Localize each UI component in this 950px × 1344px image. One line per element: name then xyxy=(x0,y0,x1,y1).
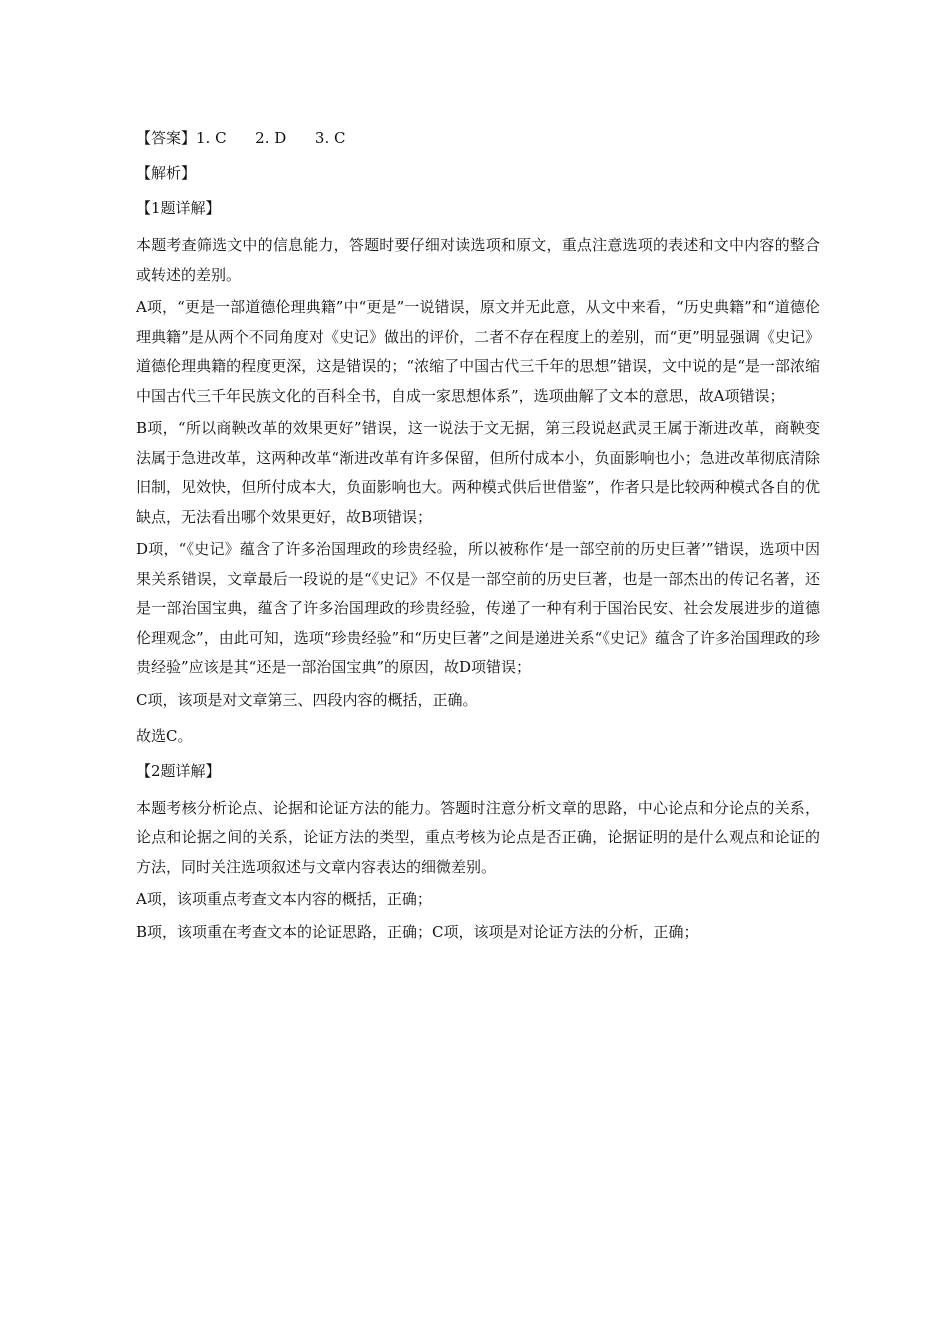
section-heading-2: 【2题详解】 xyxy=(136,761,221,780)
section-1-option-b-paragraph: B项，“所以商鞅改革的效果更好”错误，这一说法于文无据，第三段说赵武灵王属于渐进改革，商鞅变法属于急进改革，这两种改革“渐进改革有许多保留，但所付成本小，负面影响也小；急进改革彻底清除旧制，见效快，但所付成本大，负面影响也大。两种模式供后世借鉴”，作者只是比较两种模式各自的优缺点，无法看出哪个效果更好，故B项错误； xyxy=(136,419,820,526)
section-2-option-a-paragraph: A项，该项重点考查文本内容的概括，正确； xyxy=(136,890,432,908)
section-1-intro-paragraph: 本题考查筛选文中的信息能力，答题时要仔细对读选项和原文，重点注意选项的表述和文中内容的整合或转述的差别。 xyxy=(136,236,820,284)
answer-line xyxy=(136,126,820,150)
section-1-option-d-paragraph: D项，“《史记》蕴含了许多治国理政的珍贵经验，所以被称作‘是一部空前的历史巨著’”错误，选项中因果关系错误，文章最后一段说的是“《史记》不仅是一部空前的历史巨著，也是一部杰出的传记名著，还是一部治国宝典，蕴含了许多治国理政的珍贵经验，传递了一种有利于国治民安、社会发展进步的道德伦理观念”，由此可知，选项“珍贵经验”和“历史巨著”之间是递进关系“《史记》蕴含了许多治国理政的珍贵经验”应该是其“还是一部治国宝典”的原因，故D项错误； xyxy=(136,540,820,676)
section-2-option-b-c-paragraph: B项，该项重在考查文本的论证思路，正确；C项，该项是对论证方法的分析，正确； xyxy=(136,922,699,941)
section-heading-1: 【1题详解】 xyxy=(136,199,221,217)
answer-label: 【答案】 xyxy=(136,129,197,147)
section-1-option-c-paragraph: C项，该项是对文章第三、四段内容的概括，正确。 xyxy=(136,690,478,709)
analysis-label: 【解析】 xyxy=(136,164,197,182)
section-1-option-a-paragraph: A项，“更是一部道德伦理典籍”中“更是”一说错误，原文并无此意，从文中来看，“历史典籍”和“道德伦理典籍”是从两个不同角度对《史记》做出的评价，二者不存在程度上的差别，而“更”明显强调《史记》道德伦理典籍的程度更深，这是错误的；“浓缩了中国古代三千年的思想”错误，文中说的是“是一部浓缩中国古代三千年民族文化的百科全书，自成一家思想体系”，选项曲解了文本的意思，故A项错误； xyxy=(136,298,820,405)
section-1-conclusion: 故选C。 xyxy=(136,727,193,745)
answer-items: 1. C 2. D 3. C xyxy=(196,129,346,147)
section-2-intro-paragraph: 本题考核分析论点、论据和论证方法的能力。答题时注意分析文章的思路，中心论点和分论点的关系，论点和论据之间的关系，论证方法的类型，重点考核为论点是否正确，论据证明的是什么观点和论证的方法，同时关注选项叙述与文章内容表达的细微差别。 xyxy=(136,798,820,876)
document-content xyxy=(136,126,820,950)
